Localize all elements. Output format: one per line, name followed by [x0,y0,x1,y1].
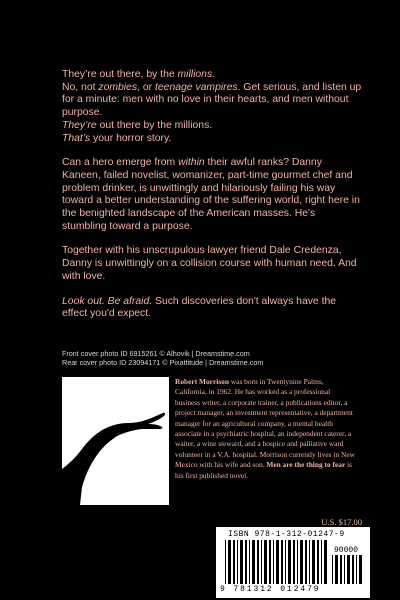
barcode-bar [305,540,307,584]
barcode-bar [344,555,345,584]
barcode-bar [335,555,338,584]
barcode-bar [309,540,310,584]
barcode-bar [356,555,357,584]
barcode-bar [312,540,315,584]
author-bio [175,377,357,481]
barcode-bar [352,555,354,584]
barcode-bar [317,540,319,584]
book-title: Men are the thing to fear [266,460,346,470]
blurb-paragraph-2: Can a hero emerge from within their awful ranks? Danny Kaneen, failed novelist, womanizer, part-time gourmet chef and problem drinker, is unwittingly and hilariously failing his way toward a better understanding of the suffering world, right here in the benighted landscape of the American masses. He's stumbling toward a purpose. [62,157,360,232]
barcode-bar [276,540,279,584]
barcode-bar [359,555,362,584]
barcode-bar [297,540,298,584]
hand-silhouette-icon [62,377,169,505]
barcode-bar [252,540,255,584]
barcode-bar [340,555,342,584]
barcode-bar [249,540,250,584]
barcode-bar [228,540,231,584]
blurb-paragraph-4: Look out. Be afraid. Such discoveries don't always have the effect you'd expect. [62,295,337,320]
barcode-bar [285,540,286,584]
barcode-bar [240,540,243,584]
back-cover-blurb [62,69,362,333]
author-photo-silhouette [62,377,169,505]
author-bio-text-2: is his first published novel. [175,460,353,480]
front-cover-credit: Front cover photo ID 6915261 © Alhovik | Dreamstime.com [62,349,250,358]
barcode-bar [321,540,322,584]
barcode-bar [225,540,226,584]
price-label: U.S. $17.00 [321,517,362,527]
barcode-bar [281,540,283,584]
blurb-paragraph-3: Together with his unscrupulous lawyer friend Dale Credenza, Danny is unwittingly on a collision course with human need. And with love. [62,245,357,282]
barcode-bar [293,540,295,584]
barcode-bar [273,540,274,584]
barcode-bar [261,540,262,584]
barcode-bar [233,540,235,584]
photo-credits [62,349,362,367]
barcode-bar [300,540,303,584]
barcode-bar [237,540,238,584]
barcode-digits: 9 781312 012479 [220,585,321,594]
barcode-bar [288,540,291,584]
author-bio-text-1: was born in Twentynine Palms, California, in 1962. He has worked as a professional business writer, a corporate trainer, a publications editor, a project manager, an investment representative, a department manager for an agricultural company, a mental health associate in a psychiatric hospital, an independent caterer, a waiter, a wine steward, and a hospice and palliative ward volunteer in a V.A. hospital. Morrison currently lives in New Mexico with his wife and son. [175,377,355,470]
blurb-paragraph-1: They’re out there, by the millions. No, not zombies, or teenage vampires. Get serious, and listen up for a minute: men with no love in their hearts, and men without purpose. They’re out there by the millions. That’s your horror story. [62,69,362,144]
barcode-bar [332,555,333,584]
barcode-bar [257,540,259,584]
barcode-bars [225,540,329,584]
price-code-bars [332,555,362,584]
barcode-bar [269,540,271,584]
price-code-text: 90000 [334,546,359,555]
isbn-text: ISBN 978-1-312-01247-9 [228,530,345,539]
barcode-bar [245,540,247,584]
rear-cover-credit: Rear cover photo ID 23094171 © Pixattitude | Dreamstime.com [62,358,264,367]
barcode-bar [347,555,350,584]
barcode-bar [324,540,327,584]
author-name: Robert Morrison [175,377,229,386]
isbn-barcode [216,527,370,598]
barcode-bar [264,540,267,584]
